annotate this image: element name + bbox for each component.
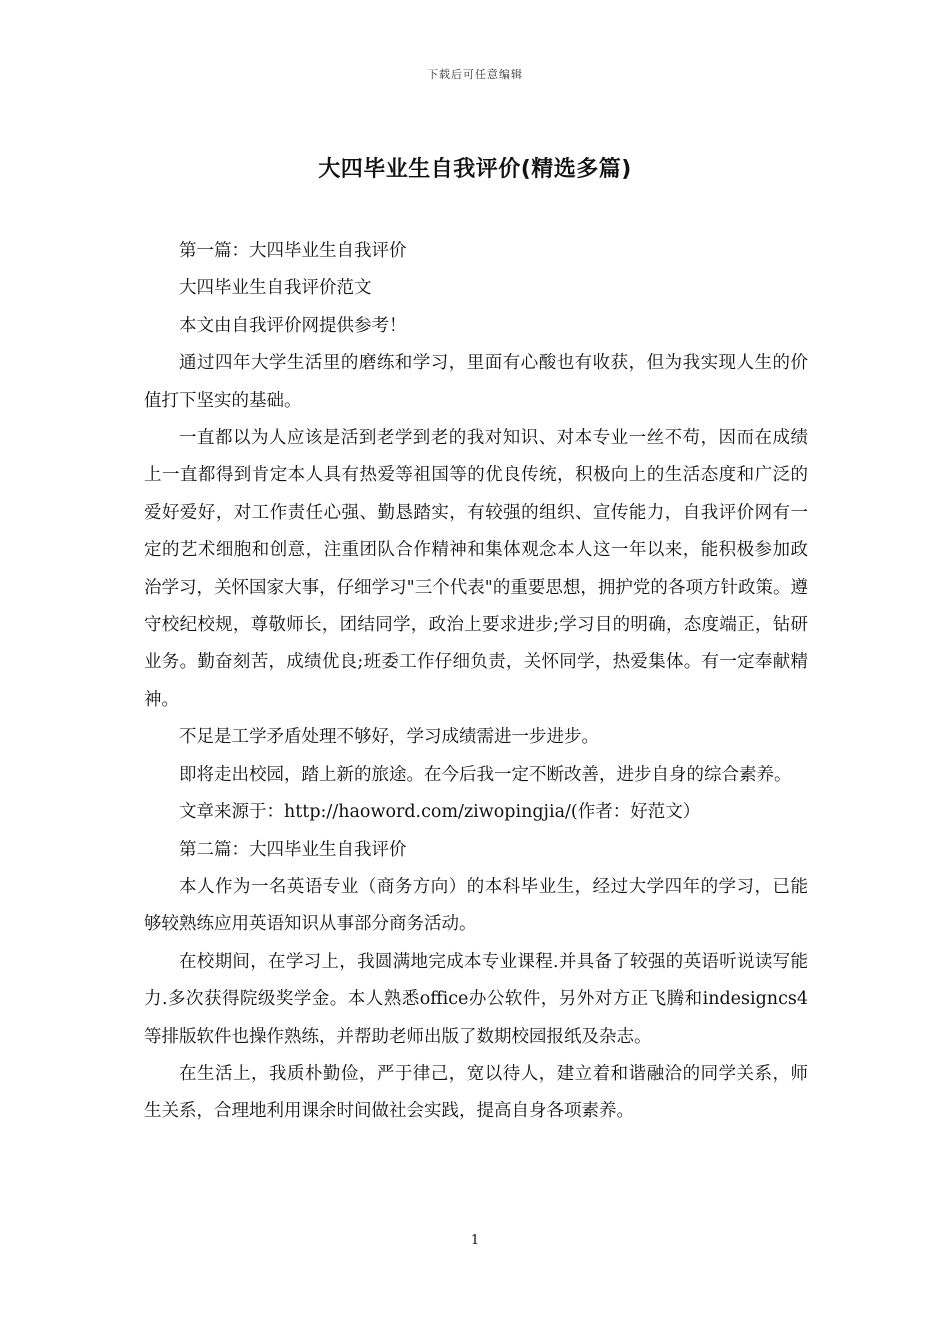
document-title: 大四毕业生自我评价(精选多篇) — [318, 157, 632, 182]
paragraph: 本人作为一名英语专业（商务方向）的本科毕业生，经过大学四年的学习，已能够较熟练应用英语知识从事部分商务活动。 — [144, 876, 808, 935]
paragraph: 通过四年大学生活里的磨练和学习，里面有心酸也有收获，但为我实现人生的价值打下坚实的基础。 — [144, 353, 808, 411]
paragraph: 文章来源于：http://haoword.com/ziwopingjia/(作者：好范文） — [179, 802, 701, 823]
header-note: 下载后可任意编辑 — [427, 68, 523, 81]
paragraph: 即将走出校园，踏上新的旅途。在今后我一定不断改善，进步自身的综合素养。 — [179, 764, 792, 785]
paragraph: 大四毕业生自我评价范文 — [179, 278, 372, 299]
paragraph: 一直都以为人应该是活到老学到老的我对知识、对本专业一丝不苟，因而在成绩上一直都得到肯定本人具有热爱等祖国等的优良传统，积极向上的生活态度和广泛的爱好爱好，对工作责任心强、勤恳踏实，有较强的组织、宣传能力，自我评价网有一定的艺术细胞和创意，注重团队合作精神和集体观念本人这一年以来，能积极参加政治学习，关怀国家大事，仔细学习"三个代表"的重要思想，拥护党的各项方针政策。遵守校纪校规，尊敬师长，团结同学，政治上要求进步;学习目的明确，态度端正，钻研业务。勤奋刻苦，成绩优良;班委工作仔细负责，关怀同学，热爱集体。有一定奉献精神。 — [144, 428, 808, 710]
paragraph: 不足是工学矛盾处理不够好，学习成绩需进一步进步。 — [179, 727, 599, 748]
document-body — [144, 233, 808, 1131]
paragraph: 在生活上，我质朴勤俭，严于律己，宽以待人，建立着和谐融洽的同学关系，师生关系，合理地利用课余时间做社会实践，提高自身各项素养。 — [144, 1063, 808, 1122]
paragraph: 本文由自我评价网提供参考！ — [179, 315, 407, 336]
paragraph: 第二篇：大四毕业生自我评价 — [179, 839, 407, 860]
paragraph: 在校期间，在学习上，我圆满地完成本专业课程.并具备了较强的英语听说读写能力.多次获得院级奖学金。本人熟悉office办公软件，另外对方正飞腾和indesigncs4等排版软件也操作熟练，并帮助老师出版了数期校园报纸及杂志。 — [144, 951, 808, 1047]
page-number: 1 — [470, 1233, 480, 1248]
paragraph: 第一篇：大四毕业生自我评价 — [179, 241, 407, 261]
